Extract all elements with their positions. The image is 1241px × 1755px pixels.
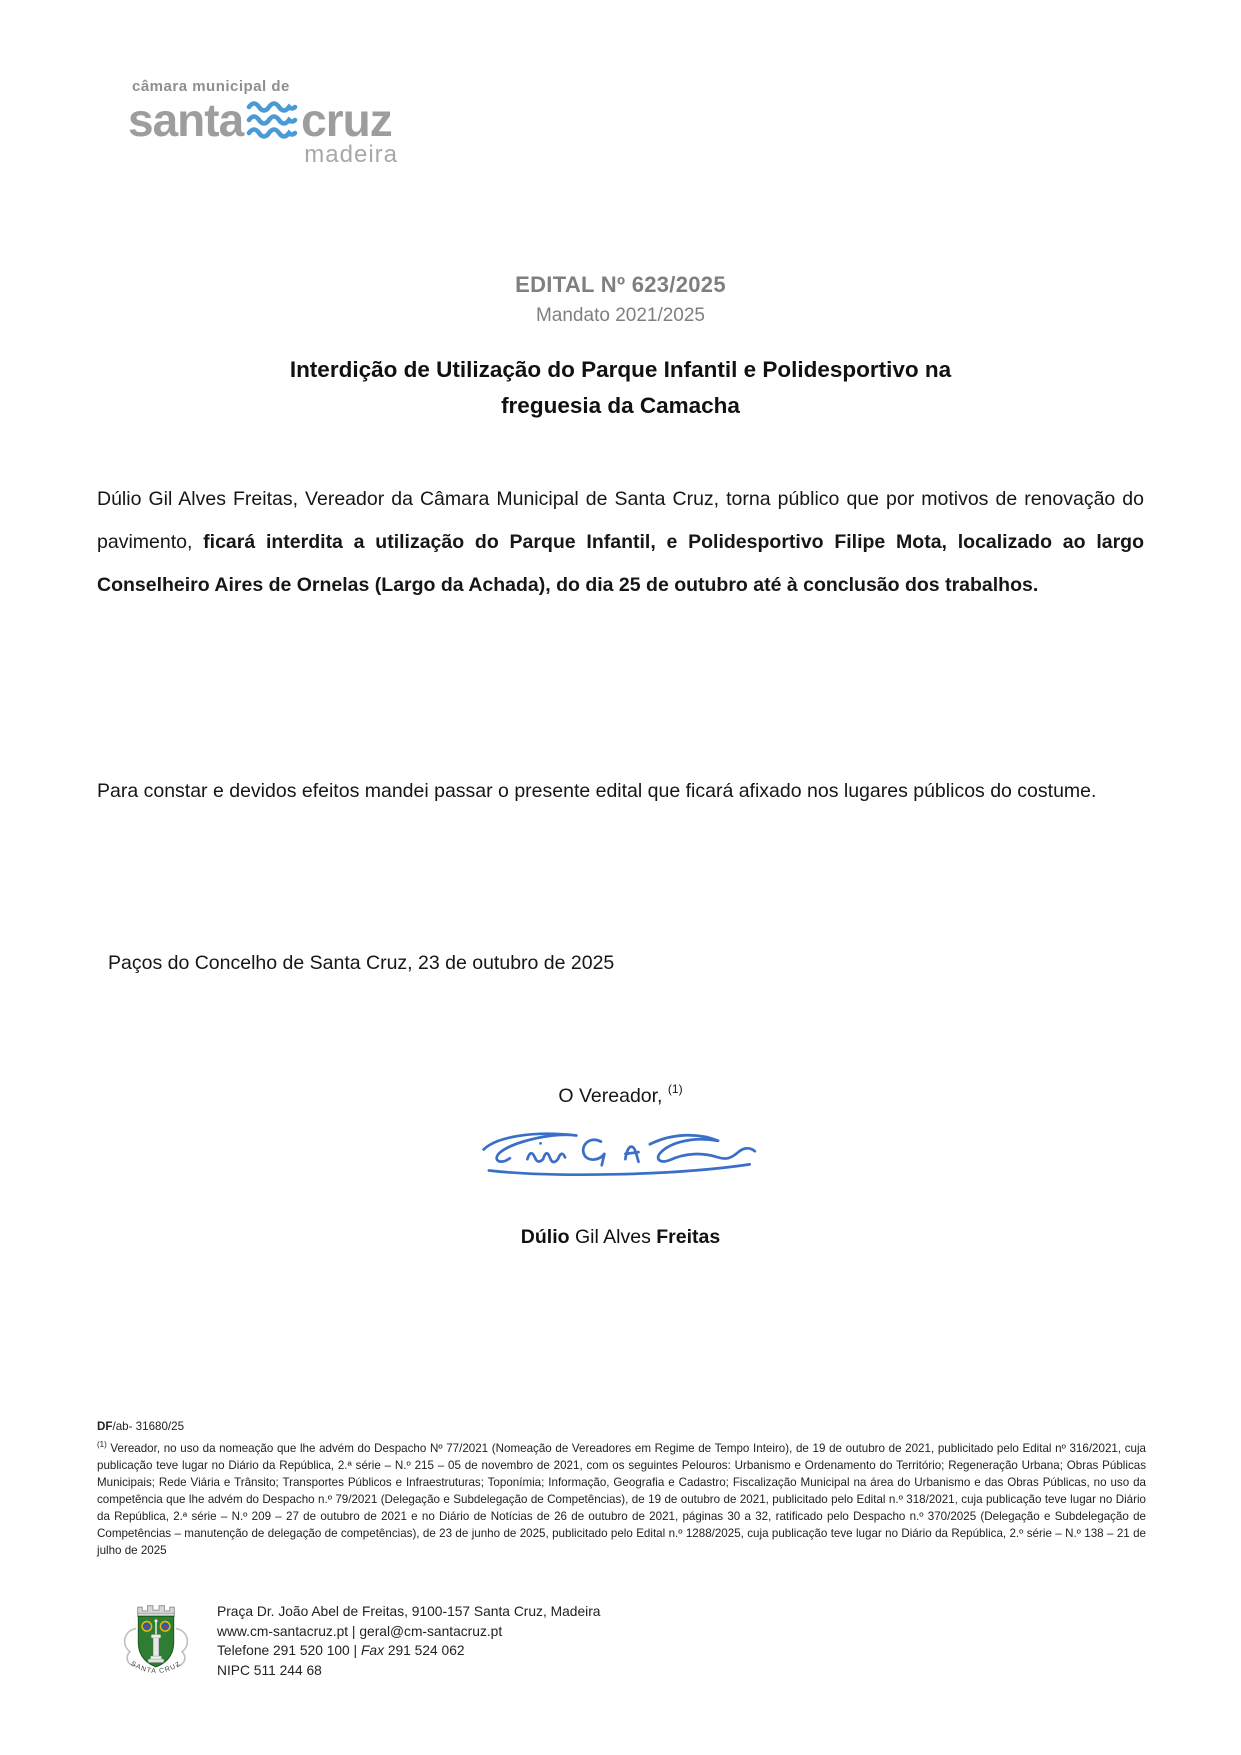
document-title-line1: Interdição de Utilização do Parque Infantil e Polidesportivo na <box>289 357 952 382</box>
footer-phone-fax: Telefone 291 520 100 | Fax 291 524 062 <box>217 1643 465 1658</box>
signer-role-label: O Vereador, <box>558 1085 668 1107</box>
paragraph1-normal-text: Dúlio Gil Alves Freitas, Vereador da Câmara Municipal de Santa Cruz, torna público que por motivos de renovação do pavimento, <box>97 488 1144 553</box>
signer-first-name: Dúlio <box>520 1226 570 1248</box>
paragraph1-bold-text: ficará interdita a utilização do Parque Infantil, e Polidesportivo Filipe Mota, localizado ao largo Conselheiro Aires de Ornelas (Largo da Achada), do dia 25 de outubro até à conclusão dos trabalhos. <box>97 531 1144 596</box>
signer-last-name: Freitas <box>656 1226 721 1248</box>
mandate-line: Mandato 2021/2025 <box>535 305 706 326</box>
place-date-line: Paços do Concelho de Santa Cruz, 23 de outubro de 2025 <box>108 952 615 974</box>
fax-label: Fax <box>360 1643 384 1658</box>
footer-web-email: www.cm-santacruz.pt | geral@cm-santacruz.pt <box>217 1623 503 1639</box>
footnote-marker: (1) <box>97 1440 107 1449</box>
handwritten-signature <box>0 1118 1241 1193</box>
signer-name-line <box>0 1226 1241 1249</box>
page-footer <box>113 1598 600 1686</box>
internal-reference-code: DF/ab- 31680/25 <box>97 1420 185 1433</box>
body-paragraph-1 <box>97 478 1144 607</box>
document-title-line2: freguesia da Camacha <box>501 393 740 418</box>
logo-tagline: câmara municipal de <box>132 78 290 95</box>
footnote-text: Vereador, no uso da nomeação que lhe advém do Despacho Nº 77/2021 (Nomeação de Vereadores em Regime de Tempo Inteiro), de 19 de outubro de 2021, publicitado pelo Edital nº 316/2021, cuja publicação teve lugar no Diário da República, 2.ª série – N.º 215 – 05 de novembro de 2021, com os seguintes Pelouros: Urbanismo e Ordenamento do Território; Regeneração Urbana; Obras Públicas Municipais; Rede Viária e Trânsito; Transportes Públicos e Infraestruturas; Toponímia; Informação, Geografia e Cadastro; Fiscalização Municipal na área do Urbanismo e das Obras Públicas, no uso da competência que lhe advém do Despacho n.º 79/2021 (Delegação e Subdelegação de Competências), de 19 de outubro de 2021, publicitado pelo Edital n.º 318/2021, cuja publicação teve lugar no Diário da República, 2.ª série – N.º 209 – 27 de outubro de 2021 e no Diário de Notícias de 26 de outubro de 2021, páginas 30 a 32, ratificado pelo Despacho n.º 370/2025 (Delegação e Subdelegação de Competências – manutenção de delegação de competências), de 23 de junho de 2025, publicitado pelo Edital n.º 1288/2025, cuja publicação teve lugar no Diário da República, 2.º série – N.º 138 – 21 de julho de 2025 <box>97 1442 1146 1557</box>
edital-number: EDITAL Nº 623/2025 <box>515 272 726 297</box>
logo-word-santa: santa <box>128 94 244 146</box>
logo-region: madeira <box>304 141 398 168</box>
waves-icon <box>246 98 298 142</box>
municipal-coat-of-arms-icon <box>113 1598 199 1686</box>
signature-ink-icon <box>456 1118 786 1188</box>
footer-address: Praça Dr. João Abel de Freitas, 9100-157 Santa Cruz, Madeira <box>217 1604 601 1619</box>
body-paragraph-2: Para constar e devidos efeitos mandei passar o presente edital que ficará afixado nos lugares públicos do costume. <box>97 780 1097 802</box>
document-title <box>97 352 1144 424</box>
signer-role-line <box>0 1082 1241 1108</box>
edital-header <box>0 272 1241 327</box>
municipality-logo <box>128 78 398 169</box>
logo-word-cruz: cruz <box>301 94 392 146</box>
crest-label: SANTA CRUZ <box>129 1660 183 1676</box>
footnote-block <box>97 1418 1146 1559</box>
footnote-reference-superscript: (1) <box>667 1082 683 1096</box>
footer-contact-block <box>217 1598 600 1680</box>
signer-middle-names: Gil Alves <box>569 1226 657 1248</box>
footer-nipc: NIPC 511 244 68 <box>217 1662 322 1678</box>
